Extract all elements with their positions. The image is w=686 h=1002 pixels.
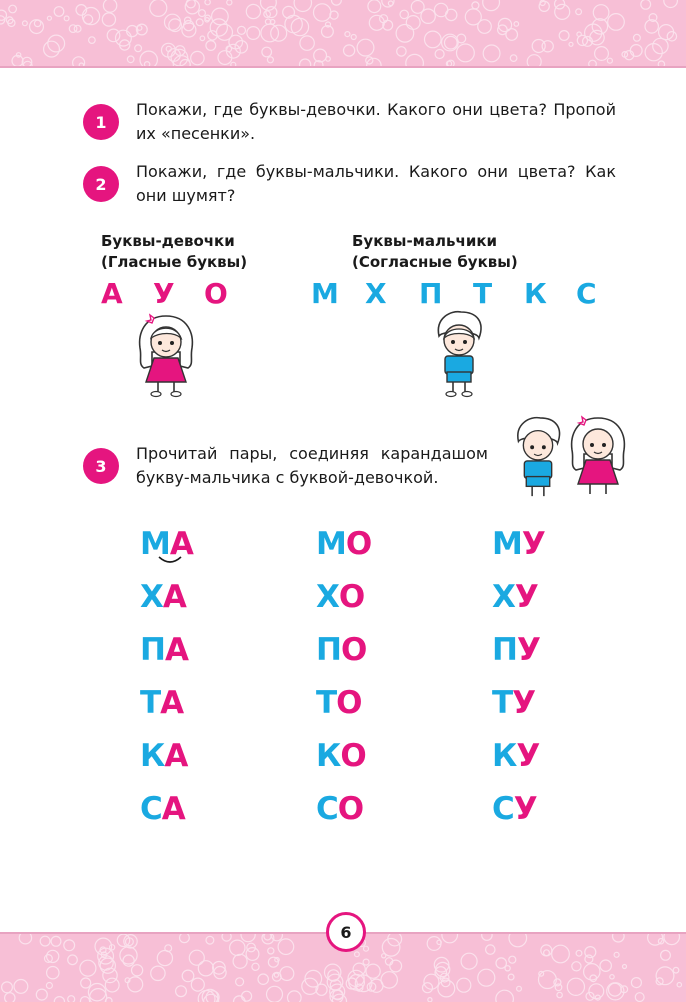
bubble-decoration (230, 940, 245, 955)
bubble-decoration (482, 934, 492, 940)
bubble-decoration (585, 947, 596, 958)
bubble-decoration (68, 996, 75, 1002)
syllable (492, 792, 537, 826)
bubble-decoration (47, 16, 51, 20)
bubble-decoration (486, 945, 495, 954)
syllable (316, 633, 366, 667)
bubble-decoration (246, 4, 260, 18)
bubble-decoration (600, 960, 611, 971)
vowel-letter: А (101, 279, 123, 309)
bubble-decoration (89, 37, 96, 44)
bubble-decoration (367, 58, 381, 66)
bubble-decoration (280, 967, 294, 981)
bubble-decoration (69, 25, 77, 33)
bubble-decoration (176, 986, 187, 997)
bubble-decoration (539, 1, 549, 11)
bubble-decoration (132, 965, 143, 976)
syllable-vowel: О (340, 738, 365, 774)
bubble-decoration (182, 23, 196, 37)
bubble-decoration (140, 51, 157, 66)
bubble-decoration (595, 47, 609, 61)
bubble-decoration (552, 945, 570, 963)
bubble-decoration (559, 31, 569, 41)
boy-illustration (425, 308, 493, 398)
bubble-decoration (506, 29, 518, 41)
bubble-decoration (73, 57, 85, 66)
syllable-consonant: С (492, 791, 514, 827)
bubble-decoration (127, 56, 134, 63)
bubble-decoration (314, 4, 331, 21)
consonants-heading (352, 231, 518, 273)
bubble-decoration (46, 983, 52, 989)
syllable-vowel: О (339, 579, 364, 615)
syllable-consonant: С (140, 791, 162, 827)
vowel-letter: У (153, 279, 175, 309)
syllable-vowel: О (346, 526, 371, 562)
bubble-decoration (23, 21, 28, 26)
syllable-consonant: К (140, 738, 164, 774)
bubble-decoration (555, 4, 570, 19)
bubble-decoration (44, 41, 60, 57)
syllable (316, 686, 362, 720)
bubble-decoration (206, 936, 214, 944)
bubble-decoration (517, 986, 522, 991)
bubble-decoration (234, 996, 246, 1002)
bubble-decoration (590, 975, 597, 982)
bubble-decoration (567, 978, 584, 995)
bubble-decoration (400, 10, 408, 18)
syllable-vowel: А (170, 526, 193, 562)
bubble-decoration (508, 974, 514, 980)
bubble-decoration (505, 966, 510, 971)
bubble-decoration (539, 971, 557, 989)
bubble-decoration (445, 36, 458, 49)
bubble-decoration (610, 975, 614, 979)
bubble-decoration (274, 973, 278, 977)
bubble-decoration (80, 997, 89, 1002)
syllable-consonant: М (492, 526, 522, 562)
bubble-decoration (51, 936, 61, 946)
syllable (140, 580, 186, 614)
bubble-decoration (576, 950, 582, 956)
task-3-instruction: Прочитай пары, соединяя карандашом букву-мальчика с буквой-девочкой. (136, 442, 488, 490)
syllable-consonant: Т (140, 685, 160, 721)
bubble-decoration (457, 44, 475, 62)
bubble-decoration (300, 59, 311, 66)
bubble-decoration (353, 963, 365, 975)
bubble-decoration (478, 969, 495, 986)
bubble-decoration (569, 42, 573, 46)
bubble-decoration (238, 26, 246, 34)
bubble-decoration (527, 55, 541, 66)
syllable-vowel: А (164, 738, 187, 774)
syllable (492, 686, 535, 720)
syllable (316, 580, 364, 614)
syllable-vowel: А (165, 632, 188, 668)
bubble-decoration (614, 952, 619, 957)
bubble-decoration (368, 0, 381, 13)
bubble-decoration (630, 45, 642, 57)
bubble-decoration (294, 0, 311, 12)
bubble-decoration (9, 5, 17, 13)
bubble-decoration (677, 983, 681, 987)
bubble-decoration (427, 937, 441, 951)
bubble-decoration (634, 34, 641, 41)
bubble-decoration (641, 0, 651, 9)
consonant-letter: П (419, 279, 442, 309)
bubble-decoration (673, 967, 679, 973)
bubble-decoration (635, 993, 644, 1002)
bubble-decoration (81, 978, 91, 988)
syllable-vowel: У (512, 685, 535, 721)
bubble-decoration (656, 978, 663, 985)
bubble-decoration (664, 0, 678, 8)
bubble-decoration (162, 43, 176, 57)
bubble-decoration (608, 14, 625, 31)
bubble-decoration (509, 956, 516, 963)
bubble-decoration (102, 13, 115, 26)
bubble-decoration (483, 45, 500, 62)
bubble-decoration (266, 7, 277, 18)
syllable (140, 686, 183, 720)
bubble-decoration (330, 980, 341, 991)
vowels-title: Буквы-девочки (101, 231, 247, 252)
bubble-decoration (64, 16, 69, 21)
syllable-vowel: У (514, 791, 537, 827)
bubble-decoration (180, 934, 190, 943)
bubble-decoration (461, 953, 477, 969)
bubble-decoration (105, 978, 119, 992)
bubble-decoration (191, 978, 204, 991)
syllable-consonant: Х (316, 579, 339, 615)
bubble-decoration (182, 970, 194, 982)
bubble-decoration (261, 0, 277, 10)
girl-illustration (562, 414, 634, 500)
bubble-decoration (465, 9, 481, 25)
bubble-decoration (609, 983, 622, 996)
bubble-decoration (198, 961, 213, 976)
bubble-decoration (47, 950, 59, 962)
syllable-consonant: К (316, 738, 340, 774)
bubble-decoration (206, 41, 216, 51)
bubble-decoration (406, 54, 424, 66)
bubble-decoration (268, 948, 274, 954)
bubble-decoration (233, 954, 247, 968)
bubble-decoration (300, 36, 314, 50)
syllable-consonant: М (140, 526, 170, 562)
bubble-decoration (205, 0, 210, 5)
task-1-instruction: Покажи, где буквы-девочки. Какого они цвета? Пропой их «песенки». (136, 98, 616, 146)
girl-illustration (130, 312, 202, 398)
bubble-decoration (79, 63, 83, 66)
consonant-letter: М (311, 279, 339, 309)
bubble-decoration (258, 974, 268, 984)
bubble-decoration (532, 40, 545, 53)
bubble-decoration (241, 934, 255, 942)
consonant-letter: Х (365, 279, 387, 309)
syllable-consonant: Х (492, 579, 515, 615)
bubble-decoration (314, 49, 327, 62)
syllable (492, 580, 538, 614)
bubble-decoration (514, 22, 519, 27)
syllable-vowel: О (336, 685, 361, 721)
bubble-decoration (107, 29, 120, 42)
bubble-decoration (631, 978, 641, 988)
bubble-decoration (658, 61, 664, 66)
syllable-consonant: С (316, 791, 338, 827)
vowel-letter: О (204, 279, 228, 309)
bubble-decoration (47, 967, 59, 979)
bubble-decoration (585, 24, 602, 41)
bubble-decoration (623, 965, 627, 969)
bubble-decoration (355, 952, 360, 957)
bubble-decoration (144, 62, 149, 66)
bubble-decoration (345, 32, 350, 37)
page-number: 6 (326, 912, 366, 952)
syllable-vowel: У (522, 526, 545, 562)
syllable (492, 633, 540, 667)
bubble-decoration (332, 0, 342, 5)
bubble-decoration (438, 980, 455, 997)
bubble-decoration (472, 2, 479, 9)
bubble-decoration (572, 962, 581, 971)
syllable-consonant: М (316, 526, 346, 562)
syllable-vowel: А (160, 685, 183, 721)
bubble-decoration (421, 9, 435, 23)
bubble-decoration (189, 950, 204, 965)
syllable-consonant: Т (316, 685, 336, 721)
bubble-decoration (212, 8, 229, 25)
bubble-decoration (589, 60, 597, 66)
syllable (316, 739, 366, 773)
syllable-vowel: А (163, 579, 186, 615)
syllable-consonant: П (492, 632, 517, 668)
bubble-decoration (555, 984, 562, 991)
syllable-vowel: У (516, 738, 539, 774)
syllable-consonant: Т (492, 685, 512, 721)
bubble-decoration (607, 58, 612, 63)
bubble-decoration (165, 14, 181, 30)
bubble-decoration (586, 992, 594, 1000)
bubble-decoration (576, 9, 582, 15)
syllable (316, 792, 363, 826)
syllable-vowel: О (341, 632, 366, 668)
task-2-number-badge: 2 (83, 166, 119, 202)
bubble-decoration (645, 44, 662, 61)
bubble-decoration (388, 934, 402, 946)
vowels-subtitle: (Гласные буквы) (101, 252, 247, 273)
bubble-pattern (0, 0, 686, 66)
syllable-consonant: Х (140, 579, 163, 615)
bubble-decoration (267, 57, 273, 63)
bubble-decoration (217, 24, 233, 40)
syllable (492, 527, 545, 561)
bubble-decoration (397, 47, 406, 56)
bubble-decoration (54, 997, 64, 1002)
bubble-decoration (364, 946, 369, 951)
bubble-decoration (590, 30, 604, 44)
bubble-decoration (425, 31, 442, 48)
bubble-decoration (247, 27, 260, 40)
bubble-decoration (661, 950, 671, 960)
consonant-letter: К (524, 279, 547, 309)
bubble-decoration (291, 18, 308, 35)
syllable (492, 739, 539, 773)
bubble-decoration (363, 959, 369, 965)
bubble-decoration (227, 0, 232, 5)
bubble-decoration (150, 0, 167, 16)
bubble-decoration (435, 50, 444, 59)
task-3-number-badge: 3 (83, 448, 119, 484)
bubble-decoration (442, 934, 458, 943)
bubble-decoration (40, 936, 50, 946)
bubble-decoration (278, 939, 294, 955)
bubble-decoration (351, 35, 356, 40)
bubble-decoration (199, 10, 206, 17)
task-2-instruction: Покажи, где буквы-мальчики. Какого они цвета? Как они шумят? (136, 160, 616, 208)
bubble-decoration (382, 939, 400, 957)
bubble-decoration (457, 978, 471, 992)
bubble-decoration (510, 55, 517, 62)
bubble-decoration (390, 960, 402, 972)
connection-arc-example (157, 555, 183, 567)
bubble-decoration (36, 989, 47, 1000)
bubble-decoration (261, 24, 279, 42)
bubble-decoration (357, 39, 374, 56)
bubble-decoration (103, 0, 116, 12)
syllable-vowel: А (162, 791, 185, 827)
vowels-heading (101, 231, 247, 273)
syllable (140, 792, 185, 826)
bubble-decoration (406, 16, 420, 30)
bubble-decoration (191, 51, 204, 64)
bubble-decoration (344, 45, 355, 56)
syllable (140, 633, 188, 667)
bubble-decoration (557, 992, 562, 997)
syllable-consonant: П (140, 632, 165, 668)
bubble-decoration (288, 991, 302, 1002)
bubble-decoration (231, 62, 236, 66)
syllable (140, 739, 187, 773)
bubble-decoration (137, 26, 142, 31)
bubble-decoration (165, 945, 172, 952)
bubble-decoration (396, 25, 414, 43)
bubble-decoration (577, 32, 581, 36)
bubble-decoration (434, 957, 449, 972)
syllable-vowel: У (515, 579, 538, 615)
bubble-decoration (196, 19, 203, 26)
task-1-number-badge: 1 (83, 104, 119, 140)
bubble-decoration (116, 30, 132, 46)
bubble-decoration (496, 990, 514, 1002)
syllable-consonant: К (492, 738, 516, 774)
bubble-decoration (246, 948, 259, 961)
bubble-decoration (64, 940, 75, 951)
bubble-decoration (68, 955, 78, 965)
bubble-decoration (200, 36, 205, 41)
bubble-decoration (252, 963, 259, 970)
bubble-decoration (0, 10, 7, 20)
bubble-decoration (381, 972, 397, 988)
syllable-vowel: О (338, 791, 363, 827)
bubble-decoration (262, 47, 272, 57)
bubble-decoration (434, 3, 447, 16)
top-decorative-band (0, 0, 686, 68)
bubble-decoration (236, 978, 244, 986)
bubble-decoration (593, 5, 609, 21)
bubble-decoration (2, 982, 13, 993)
bubble-decoration (483, 0, 500, 11)
consonants-title: Буквы-мальчики (352, 231, 518, 252)
bubble-decoration (80, 960, 96, 976)
bubble-decoration (656, 967, 674, 985)
consonant-letter: Т (473, 279, 492, 309)
consonant-letter: С (576, 279, 597, 309)
consonants-subtitle: (Согласные буквы) (352, 252, 518, 273)
bubble-decoration (14, 980, 28, 994)
bubble-decoration (264, 934, 271, 940)
bubble-decoration (5, 993, 15, 1002)
bubble-decoration (664, 934, 680, 945)
bubble-decoration (151, 966, 165, 980)
syllable-vowel: У (517, 632, 540, 668)
syllable-consonant: П (316, 632, 341, 668)
bubble-decoration (135, 45, 142, 52)
bubble-decoration (584, 964, 600, 980)
bubble-decoration (54, 7, 64, 17)
bubble-decoration (509, 934, 527, 947)
bubble-decoration (613, 934, 625, 942)
bubble-decoration (544, 950, 550, 956)
syllable (316, 527, 371, 561)
bubble-decoration (19, 934, 31, 944)
bubble-decoration (157, 951, 172, 966)
bubble-decoration (222, 934, 231, 941)
